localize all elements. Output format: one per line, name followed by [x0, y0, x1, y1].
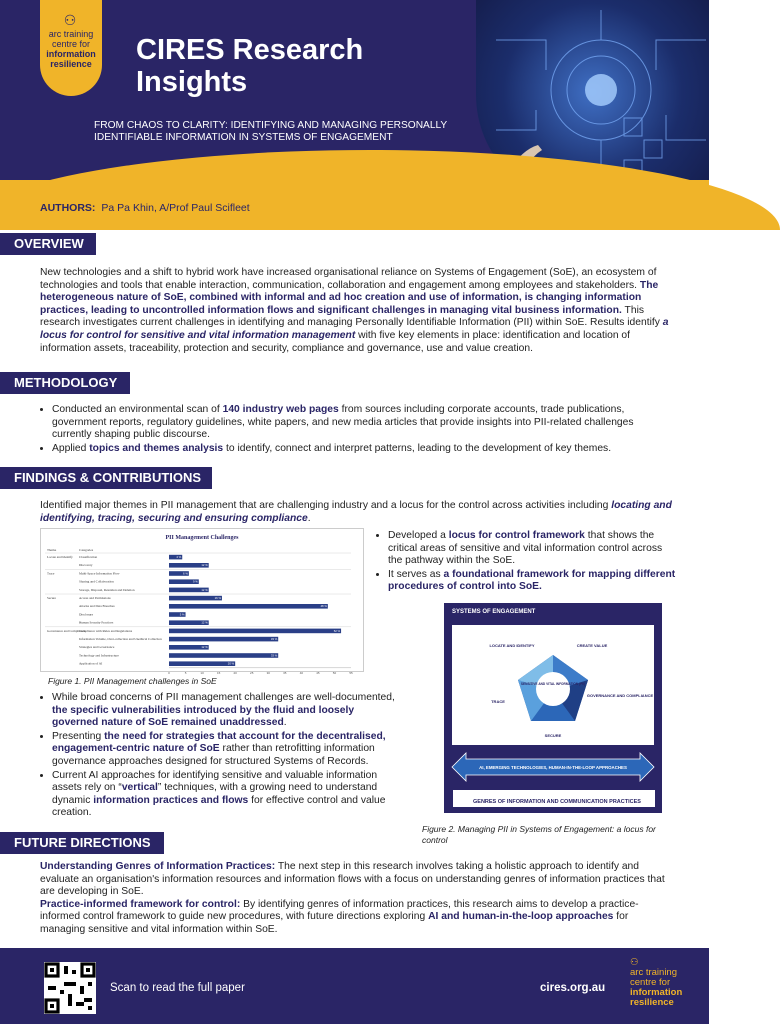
chart-data-label: 9 %	[192, 579, 198, 584]
chart-data-label: 12 %	[201, 563, 208, 568]
framework-panel	[452, 625, 654, 745]
findings-heading: FINDINGS & CONTRIBUTIONS	[0, 467, 212, 489]
footer-logo: ⚇ arc training centre for information resilience	[630, 957, 683, 1008]
ai-arrow	[444, 747, 662, 787]
chart-category-label: Attacks and Data Breaches	[79, 604, 115, 609]
chart-data-label: 6 %	[183, 571, 188, 576]
framework-bullets	[368, 530, 678, 595]
chart-data-label: 20 %	[227, 661, 235, 666]
chart-tick-label: 35	[283, 670, 287, 675]
chart-theme-label: Locate and Identify	[47, 555, 73, 559]
poster-subtitle: FROM CHAOS TO CLARITY: IDENTIFYING AND MANAGING PERSONALLY IDENTIFIABLE INFORMATION IN SYSTEMS OF ENGAGEMENT	[94, 120, 448, 143]
chart-category-label: Multi-Space Information Flow	[79, 571, 120, 576]
chart-tick-label: 45	[316, 670, 320, 675]
chart-data-label: 16 %	[214, 596, 221, 600]
framework-secure: SECURE	[544, 733, 562, 738]
overview-text: New technologies and a shift to hybrid work have increased organisational reliance on Systems of Engagement (SoE), an ecosystem of technologies and tools that enable interaction, communication, collaboration and engagement among employees and stakeholders. The heterogeneous nature of SoE, combined with informal and ad hoc creation and use of information, is changing information practices, leading to uncontrolled information flows and significant challenges in managing vital business information. This research investigates current challenges in identifying and managing Personally Identifiable Information (PII) within SoE. Results identify a locus for control for sensitive and vital information management with five key elements in place: identification and location of information assets, traceability, protection and security, compliance and governance, use and value creation.	[40, 267, 669, 354]
chart-bar	[169, 661, 235, 666]
chart-col-header: Theme	[47, 548, 57, 552]
chart-tick-label: 55	[349, 670, 353, 675]
chart-category-label: Technology and Infrastructure	[79, 653, 119, 658]
ai-arrow-label: AI, EMERGING TECHNOLOGIES, HUMAN-IN-THE-LOOP APPROACHES	[479, 765, 627, 770]
future-text	[40, 861, 672, 937]
methodology-list	[32, 404, 672, 456]
chart-data-label: 12 %	[201, 620, 208, 625]
chart-theme-label: Governance and Compliance	[47, 628, 86, 633]
future-heading: FUTURE DIRECTIONS	[0, 832, 164, 854]
framework-governance: GOVERNANCE AND COMPLIANCE	[586, 693, 654, 698]
framework-locate: LOCATE AND IDENTIFY	[489, 643, 535, 648]
findings-bullet: • Current AI approaches for identifying sensitive and valuable information assets rely on “vertical” techniques, with a growing need to understand dynamic information practices and flows for effective control and value creation.	[52, 770, 402, 820]
framework-trace: TRACE	[491, 699, 505, 704]
chart-tick-label: 10	[200, 670, 204, 675]
methodology-bullet: • Applied topics and themes analysis to identify, connect and interpret patterns, leading to the development of key themes.	[52, 443, 672, 456]
chart-data-label: 33 %	[270, 653, 278, 658]
chart-data-label: 48 %	[320, 604, 327, 609]
people-icon: ⚇	[630, 957, 639, 968]
chart-category-label: Access and Permissions	[79, 596, 111, 600]
chart-theme-label: Secure	[47, 596, 56, 600]
chart-bar	[169, 629, 341, 634]
figure2-caption: Figure 2. Managing PII in Systems of Engagement: a locus for control	[422, 824, 656, 845]
scan-text: Scan to read the full paper	[110, 982, 245, 994]
overview-heading: OVERVIEW	[0, 233, 96, 255]
chart-theme-label: Trace	[47, 571, 55, 576]
website-link[interactable]: cires.org.au	[540, 982, 606, 994]
chart-svg	[41, 529, 363, 675]
chart-category-label: Application of AI	[79, 661, 103, 666]
chart-category-label: Classification	[79, 555, 98, 559]
chart-category-label: Information Volume, Over-collection and Unethical Collection	[79, 637, 162, 641]
chart-category-label: Disclosure	[79, 612, 94, 617]
chart-category-label: Sharing and Collaboration	[79, 579, 114, 584]
chart-data-label: 12 %	[201, 587, 208, 592]
figure1-caption: Figure 1. PII Management challenges in SoE	[48, 676, 217, 686]
chart-tick-label: 15	[216, 670, 221, 675]
chart-tick-label: 50	[332, 670, 337, 675]
findings-intro: Identified major themes in PII management that are challenging industry and a locus for the control across activities including locating and identifying, tracing, securing and ensuring compliance.	[40, 500, 672, 524]
cires-logo: ⚇ arc training centre for information resilience	[40, 0, 102, 96]
chart-col-header: Categories	[79, 548, 94, 552]
qr-code[interactable]	[44, 962, 96, 1014]
findings-bullet: • Presenting the need for strategies that account for the decentralised, engagement-centric nature of SoE rather than retrofitting information governance approaches designed for structured Systems of Records.	[52, 731, 402, 769]
methodology-heading: METHODOLOGY	[0, 372, 130, 394]
chart-category-label: Human Security Practices	[79, 620, 114, 625]
chart-category-label: Compliance with Rules and Regulations	[79, 628, 133, 633]
chart-title: PII Management Challenges	[165, 535, 239, 541]
framework-create: CREATE VALUE	[576, 643, 608, 648]
framework-center-label: SENSITIVE AND VITAL INFORMATION (PII)	[520, 682, 586, 686]
findings-bullet: • While broad concerns of PII management challenges are well-documented, the specific vulnerabilities introduced by the fluid and loosely governed nature of SoE remained unaddressed.	[52, 692, 402, 730]
genres-bar: GENRES OF INFORMATION AND COMMUNICATION PRACTICES	[452, 789, 656, 808]
chart-bar	[169, 637, 278, 642]
authors-line: AUTHORS: Pa Pa Khin, A/Prof Paul Scifleet	[40, 202, 250, 214]
pii-challenges-chart	[40, 528, 364, 675]
framework-title: SYSTEMS OF ENGAGEMENT	[452, 609, 536, 615]
findings-bullets	[32, 692, 402, 821]
people-icon: ⚇	[63, 12, 79, 28]
framework-bullet: • Developed a locus for control framework that shows the critical areas of sensitive and vital information control across the pathway within the SoE.	[388, 530, 678, 568]
future-para: Understanding Genres of Information Practices: The next step in this research involves taking a holistic approach to identify and evaluate an organisation's information resources and information flows with a focus on understanding genres of information practices that are developing in SoE.	[40, 861, 665, 898]
locus-framework-diagram	[444, 603, 662, 813]
chart-category-label: Storage, Disposal, Retention and Deletion	[79, 587, 135, 592]
chart-category-label: Discovery	[79, 563, 93, 568]
framework-bullet: • It serves as a foundational framework for mapping different procedures of control into SoE.	[388, 569, 678, 594]
chart-tick-label: 5	[184, 670, 187, 675]
qr-code-graphic	[44, 962, 96, 1014]
poster-title: CIRES Research Insights	[136, 34, 364, 98]
chart-tick-label: 30	[266, 670, 270, 675]
chart-bar	[169, 653, 278, 658]
chart-category-label: Strategies and Governance	[79, 645, 115, 650]
chart-tick-label: 20	[233, 670, 237, 675]
pentagon-diagram	[452, 625, 654, 745]
chart-data-label: 52 %	[333, 628, 341, 633]
chart-data-label: 33 %	[270, 637, 278, 641]
chart-tick-label: 25	[250, 670, 254, 675]
chart-data-label: 5 %	[179, 612, 185, 617]
chart-bar	[169, 604, 328, 609]
chart-data-label: 4 %	[176, 555, 182, 559]
chart-tick-label: 40	[299, 670, 304, 675]
future-para: Practice-informed framework for control: By identifying genres of information practices, this research aims to develop a practice-informed control framework to guide new procedures, with future directions exploring AI and human-in-the-loop approaches for managing sensitive and vital information within SoE.	[40, 898, 639, 935]
chart-tick-label: 0	[168, 670, 170, 675]
methodology-bullet: • Conducted an environmental scan of 140 industry web pages from sources including corporate accounts, trade publications, government reports, regulatory guidelines, white papers, and new media articles that provide insights into PII-related challenges currently shaping public discourse.	[52, 404, 672, 442]
chart-data-label: 12 %	[201, 645, 208, 650]
